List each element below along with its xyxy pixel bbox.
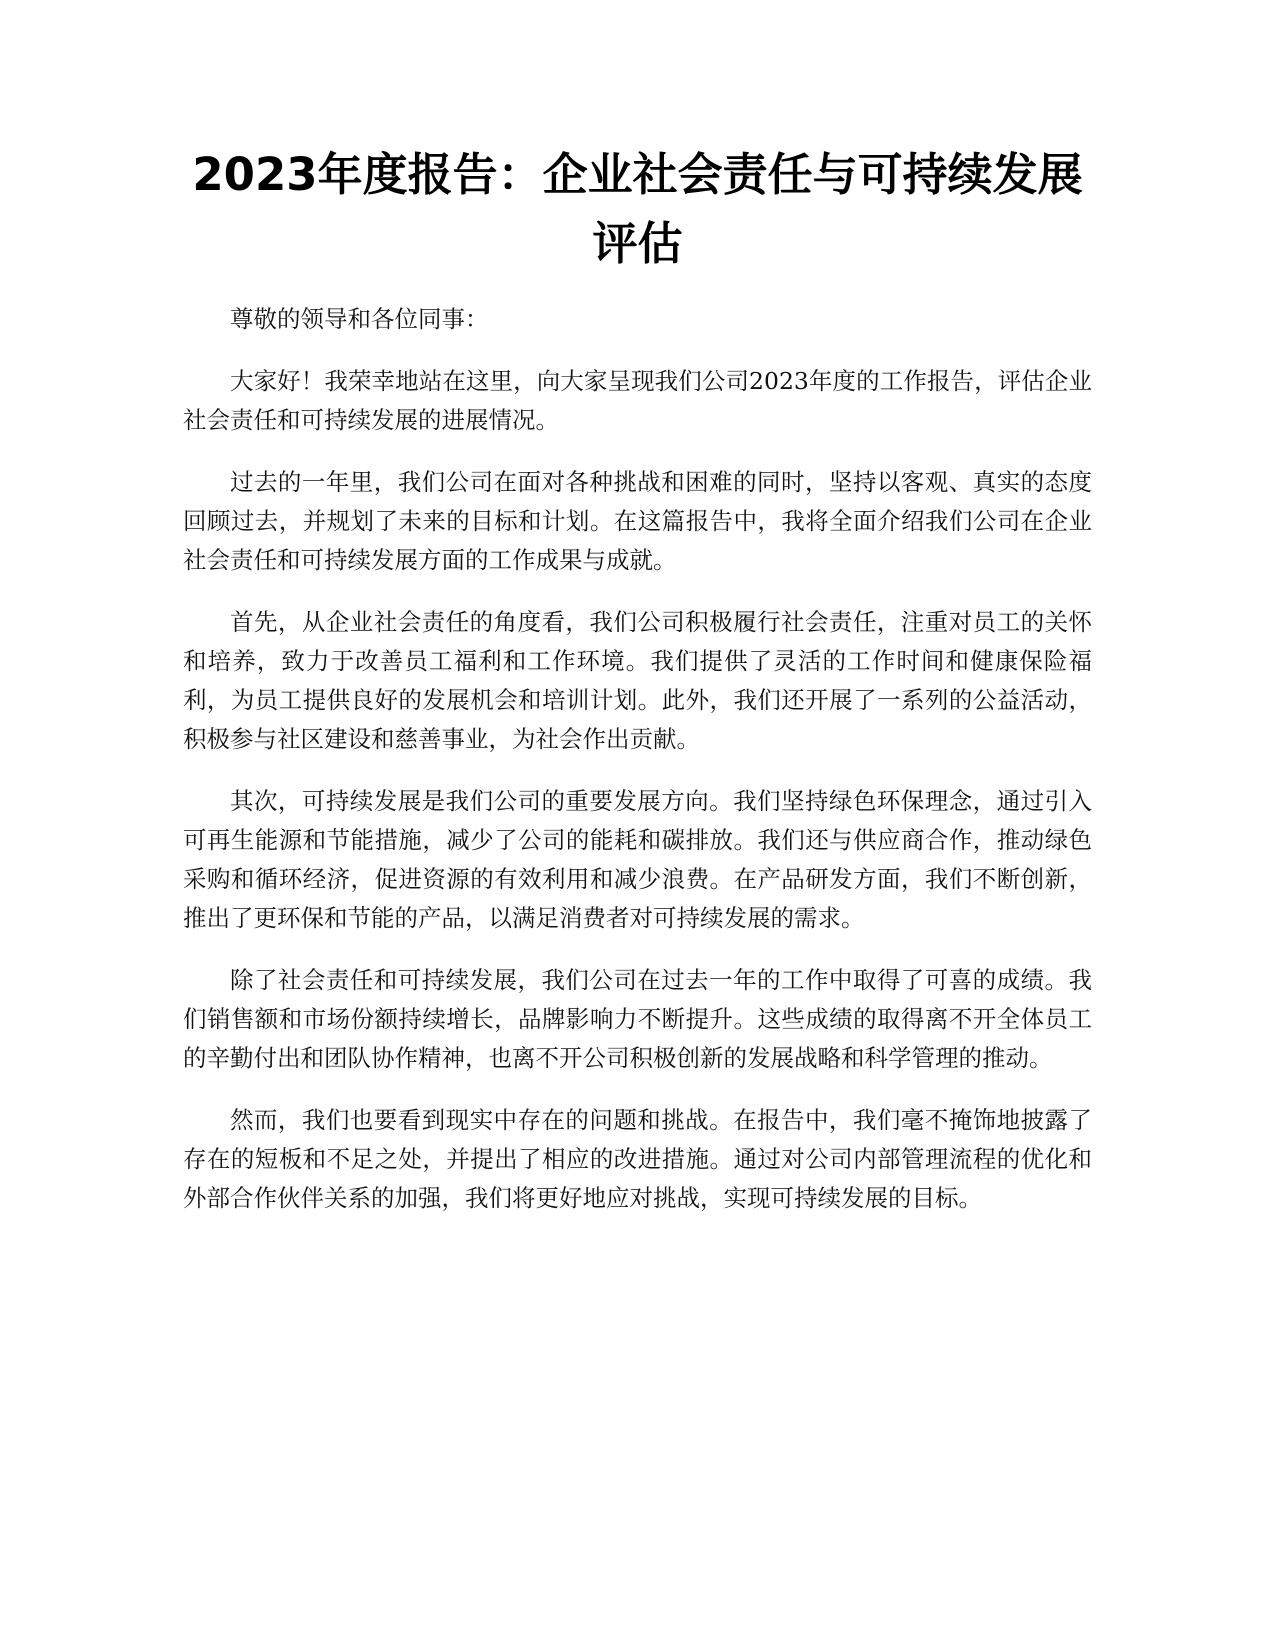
paragraph-sustainability: 其次，可持续发展是我们公司的重要发展方向。我们坚持绿色环保理念，通过引入可再生能源和节能措施，减少了公司的能耗和碳排放。我们还与供应商合作，推动绿色采购和循环经济，促进资源的有效利用和减少浪费。在产品研发方面，我们不断创新，推出了更环保和节能的产品，以满足消费者对可持续发展的需求。 [183,787,1092,932]
paragraph-achievements: 除了社会责任和可持续发展，我们公司在过去一年的工作中取得了可喜的成绩。我们销售额和市场份额持续增长，品牌影响力不断提升。这些成绩的取得离不开全体员工的辛勤付出和团队协作精神，也离不开公司积极创新的发展战略和科学管理的推动。 [183,966,1092,1072]
paragraph-challenges: 然而，我们也要看到现实中存在的问题和挑战。在报告中，我们毫不掩饰地披露了存在的短板和不足之处，并提出了相应的改进措施。通过对公司内部管理流程的优化和外部合作伙伴关系的加强，我们将更好地应对挑战，实现可持续发展的目标。 [183,1106,1092,1212]
paragraph-intro: 大家好！我荣幸地站在这里，向大家呈现我们公司2023年度的工作报告，评估企业社会责任和可持续发展的进展情况。 [183,367,1092,434]
paragraph-social-responsibility: 首先，从企业社会责任的角度看，我们公司积极履行社会责任，注重对员工的关怀和培养，致力于改善员工福利和工作环境。我们提供了灵活的工作时间和健康保险福利，为员工提供良好的发展机会和培训计划。此外，我们还开展了一系列的公益活动，积极参与社区建设和慈善事业，为社会作出贡献。 [183,608,1092,753]
document-title: 2023年度报告：企业社会责任与可持续发展评估 [192,148,1083,270]
greeting: 尊敬的领导和各位同事： [230,305,489,333]
paragraph-review: 过去的一年里，我们公司在面对各种挑战和困难的同时，坚持以客观、真实的态度回顾过去，并规划了未来的目标和计划。在这篇报告中，我将全面介绍我们公司在企业社会责任和可持续发展方面的工作成果与成就。 [183,468,1092,574]
document-body [183,140,1092,1241]
